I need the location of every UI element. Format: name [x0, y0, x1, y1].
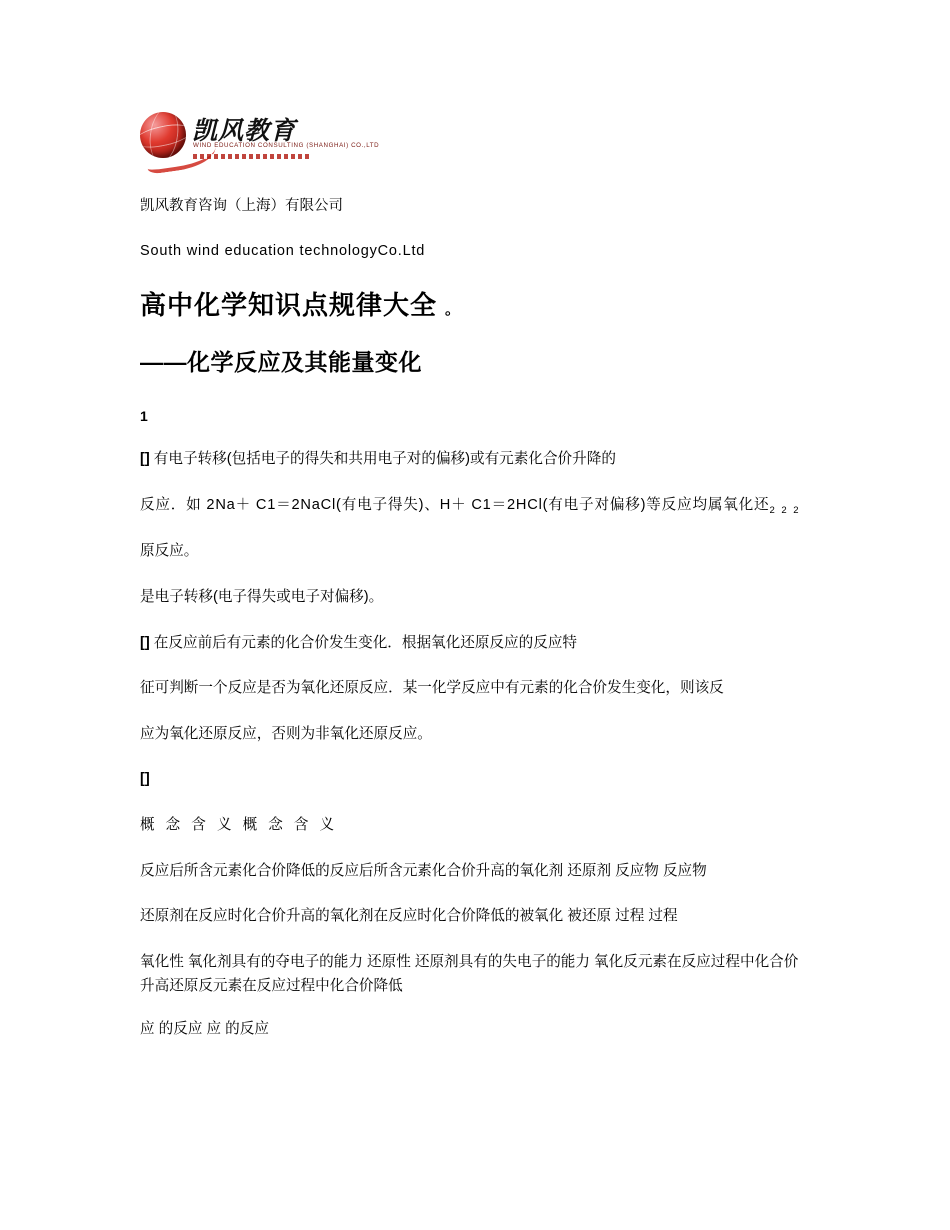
paragraph-2-text: 反应．如 2Na＋ C1＝2NaCl(有电子得失)、H＋ C1＝2HCl(有电子对偏移)等反应均属氧化还: [140, 496, 770, 513]
paragraph-5: [140, 632, 810, 656]
paragraph-2: [140, 494, 810, 518]
page-subtitle: ——化学反应及其能量变化: [140, 349, 422, 376]
section-number: 1: [140, 408, 148, 425]
logo-block: [140, 110, 810, 172]
paragraph-5-text: 在反应前后有元素的化合价发生变化．根据氧化还原反应的反应特: [153, 634, 578, 651]
logo-english-name: WIND EDUCATION CONSULTING (SHANGHAI) CO.,LTD: [193, 142, 380, 149]
company-name-cn: 凯风教育咨询（上海）有限公司: [140, 198, 343, 214]
paragraph-8: [140, 768, 810, 792]
company-name-en: South wind education technologyCo.Ltd: [140, 242, 426, 259]
list-marker: []: [140, 771, 150, 788]
paragraph-3: 原反应。: [140, 543, 199, 560]
list-marker: []: [140, 451, 150, 468]
paragraph-1: [140, 448, 810, 472]
paragraph-6: 征可判断一个反应是否为氧化还原反应．某一化学反应中有元素的化合价发生变化，则该反: [140, 680, 724, 697]
table-row: 应 的反应 应 的反应: [140, 1021, 269, 1038]
table-row: 反应后所含元素化合价降低的反应后所含元素化合价升高的氧化剂 还原剂 反应物 反应物: [140, 862, 707, 879]
company-logo-icon: [140, 110, 380, 168]
paragraph-2-subscripts: 2 2 2: [769, 504, 801, 516]
paragraph-1-text: 有电子转移(包括电子的得失和共用电子对的偏移)或有元素化合价升降的: [153, 451, 616, 468]
paragraph-4: 是电子转移(电子得失或电子对偏移)。: [140, 588, 384, 605]
paragraph-7: 应为氧化还原反应，否则为非氧化还原反应。: [140, 725, 432, 742]
table-header-row: 概 念 含 义 概 念 含 义: [140, 817, 338, 834]
logo-chinese-name: 凯风教育: [192, 116, 297, 145]
page-title: [140, 289, 810, 323]
list-marker: []: [140, 634, 150, 651]
table-row: 还原剂在反应时化合价升高的氧化剂在反应时化合价降低的被氧化 被还原 过程 过程: [140, 908, 678, 925]
page-title-tail: 。: [445, 300, 462, 318]
table-row: 氧化性 氧化剂具有的夺电子的能力 还原性 还原剂具有的失电子的能力 氧化反元素在反应过程中化合价升高还原反元素在反应过程中化合价降低: [140, 954, 799, 994]
page-title-text: 高中化学知识点规律大全: [140, 289, 438, 320]
logo-divider: [193, 154, 311, 159]
